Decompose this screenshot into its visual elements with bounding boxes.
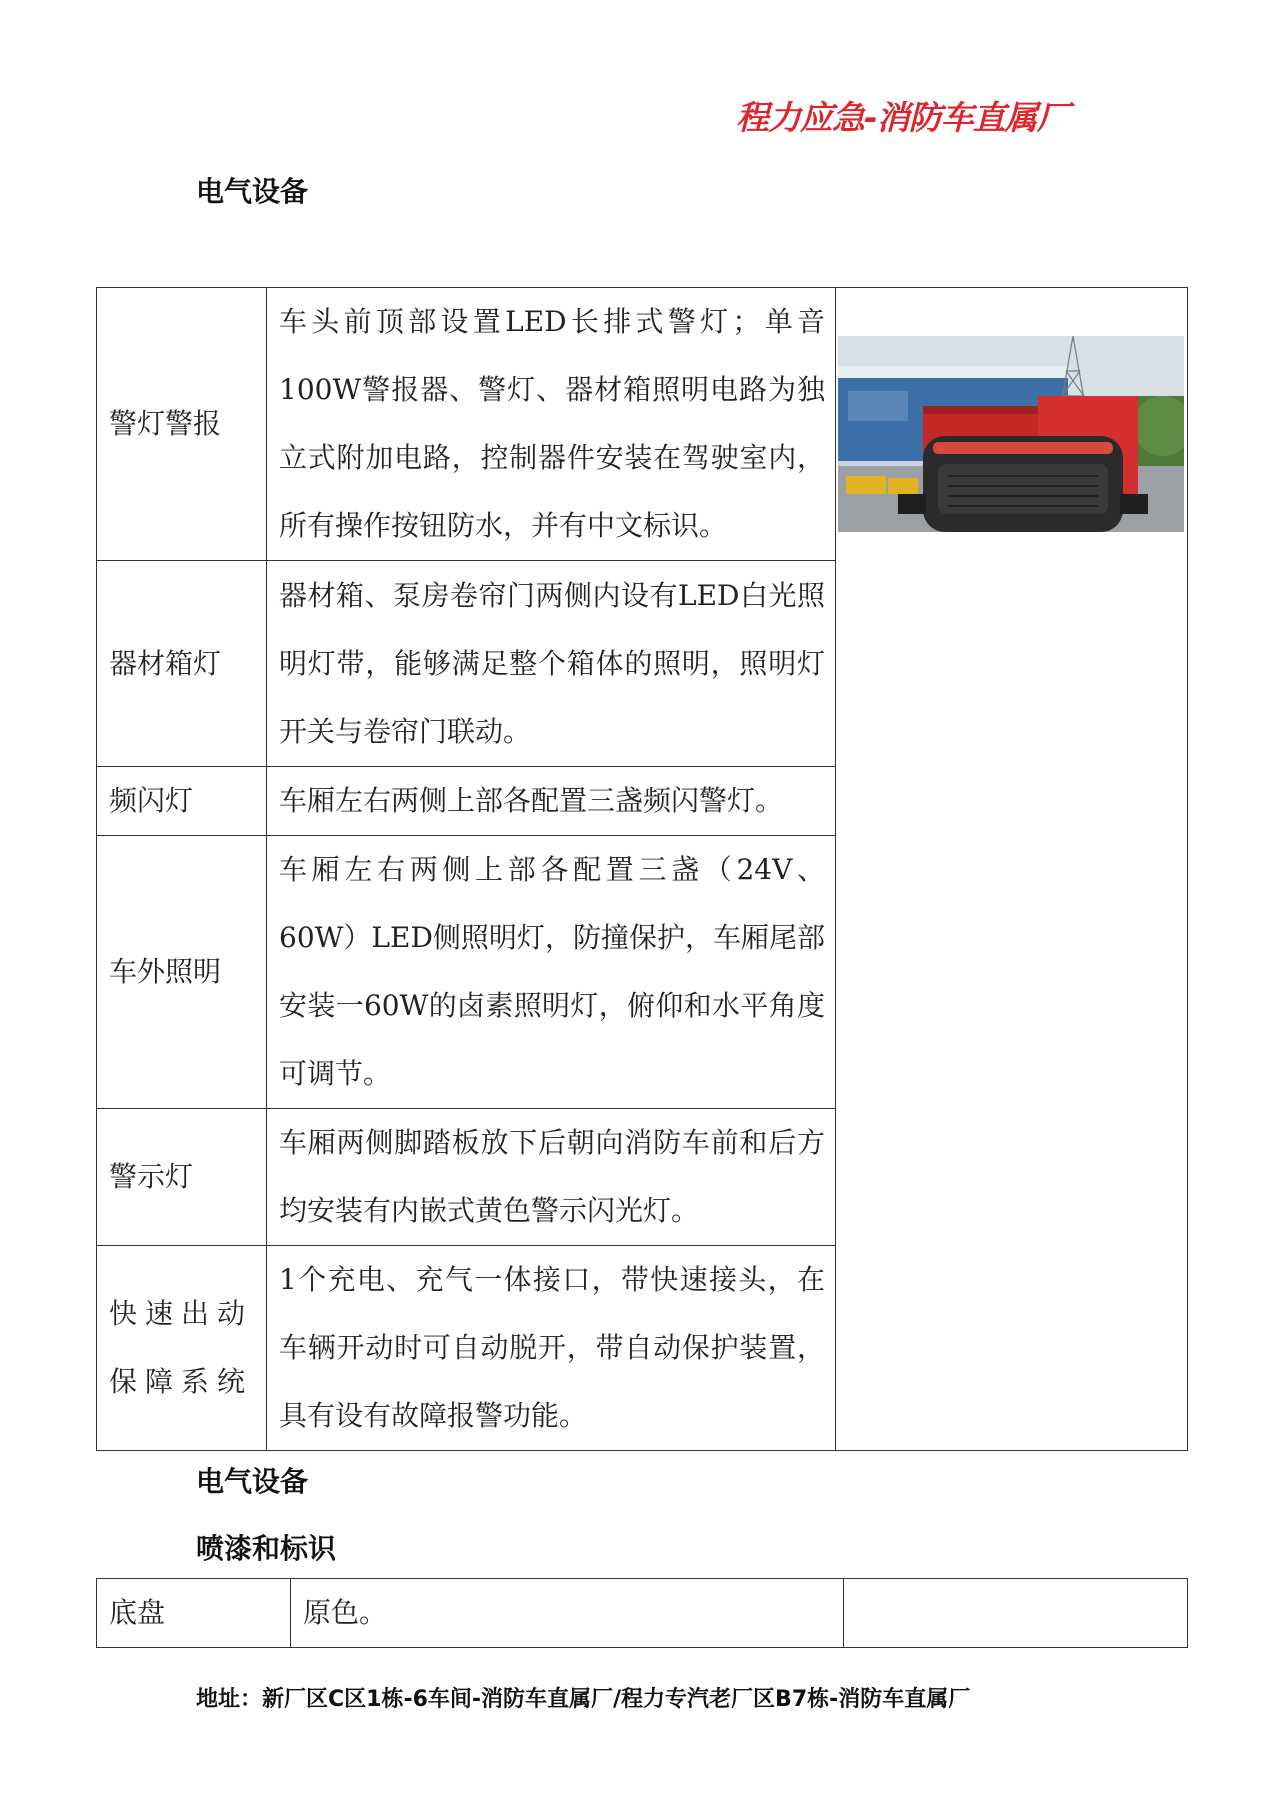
row-label: 底盘 xyxy=(97,1579,291,1648)
row-description: 原色。 xyxy=(291,1579,844,1648)
row-label: 器材箱灯 xyxy=(97,561,267,767)
section-title-electrical: 电气设备 xyxy=(196,175,309,208)
row-label: 频闪灯 xyxy=(97,767,267,836)
row-description: 1个充电、充气一体接口，带快速接头，在车辆开动时可自动脱开，带自动保护装置，具有设有故障报警功能。 xyxy=(267,1246,836,1451)
row-label: 警灯警报 xyxy=(97,288,267,561)
row-extra xyxy=(844,1579,1188,1648)
row-label: 车外照明 xyxy=(97,836,267,1109)
row-label: 快速出动保障系统 xyxy=(97,1246,267,1451)
electrical-spec-table xyxy=(96,287,1188,1451)
section-title-electrical-repeat: 电气设备 xyxy=(196,1465,309,1498)
brand-title: 程力应急-消防车直属厂 xyxy=(736,98,1069,137)
row-description: 车头前顶部设置LED长排式警灯；单音100W警报器、警灯、器材箱照明电路为独立式附加电路，控制器件安装在驾驶室内，所有操作按钮防水，并有中文标识。 xyxy=(267,288,836,561)
row-label: 警示灯 xyxy=(97,1109,267,1246)
row-description: 车厢两侧脚踏板放下后朝向消防车前和后方均安装有内嵌式黄色警示闪光灯。 xyxy=(267,1109,836,1246)
row-description: 器材箱、泵房卷帘门两侧内设有LED白光照明灯带，能够满足整个箱体的照明，照明灯开关与卷帘门联动。 xyxy=(267,561,836,767)
fire-truck-photo xyxy=(838,336,1184,532)
section-title-paint: 喷漆和标识 xyxy=(196,1532,337,1565)
photo-cell xyxy=(836,288,1188,1451)
row-description: 车厢左右两侧上部各配置三盏（24V、60W）LED侧照明灯，防撞保护，车厢尾部安装一60W的卤素照明灯，俯仰和水平角度可调节。 xyxy=(267,836,836,1109)
table-row xyxy=(97,288,1188,561)
row-description: 车厢左右两侧上部各配置三盏频闪警灯。 xyxy=(267,767,836,836)
footer-address: 地址：新厂区C区1栋-6车间-消防车直属厂/程力专汽老厂区B7栋-消防车直属厂 xyxy=(196,1687,971,1712)
table-row xyxy=(97,1579,1188,1648)
paint-spec-table xyxy=(96,1578,1188,1648)
